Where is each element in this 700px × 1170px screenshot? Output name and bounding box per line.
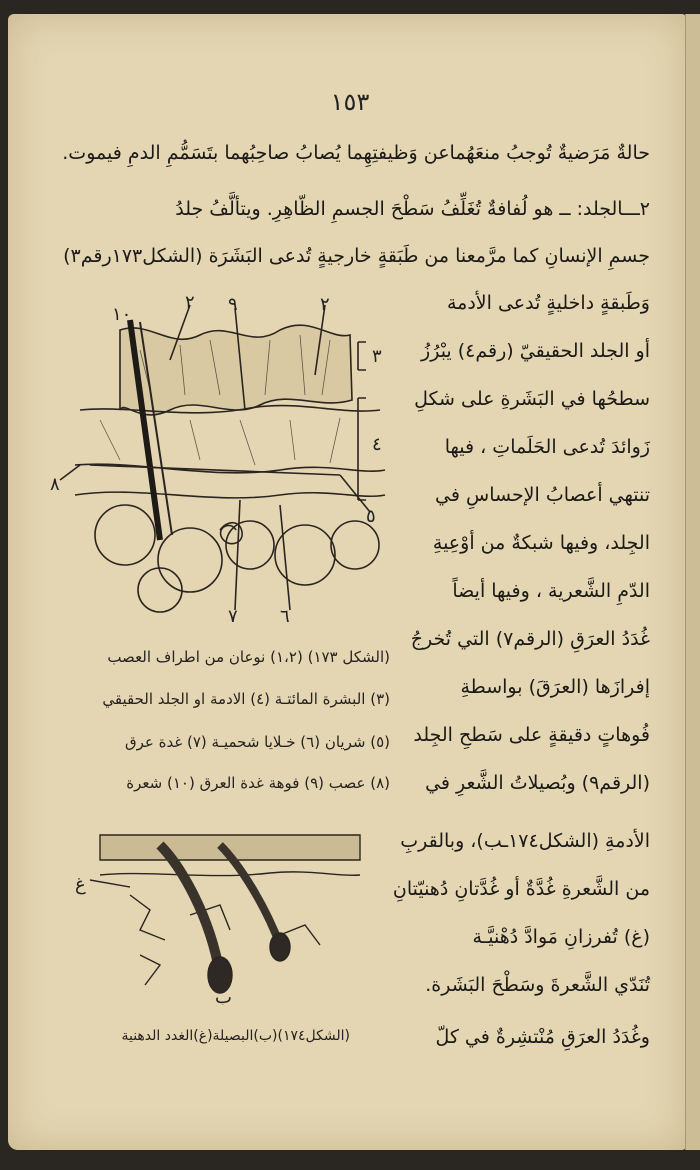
fig173-label: ٨ — [50, 474, 60, 495]
fig173-label: ٢ — [320, 294, 330, 315]
text-line: من الشَّعرةِ غُدَّةٌ أو غُدَّتانِ دُهنيّتانِ — [392, 878, 650, 900]
fig173-label: ١٠ — [112, 304, 132, 325]
text-line: وَطَبقةٍ داخليةٍ تُدعى الأدمة — [446, 292, 650, 314]
text-line: تُنَدّي الشَّعرةَ وسَطْحَ البَشَرة. — [425, 974, 650, 996]
text-line: (الرقم٩) وبُصيلاتُ الشَّعرِ في — [425, 772, 650, 794]
figure-173-skin-diagram — [40, 290, 390, 630]
fig174-label: ب — [215, 987, 232, 1005]
figure-173-caption-line: (٥) شريان (٦) خـلايا شحميـة (٧) غدة عرق — [124, 733, 390, 751]
page-edge — [685, 14, 700, 1150]
section-heading-line: ٢ـــالجلد: ــ هو لُفافةٌ تُغَلِّفُ سَطْحَ الجسمِ الظّاهِرِ. ويتألَّفُ جلدُ — [175, 198, 650, 220]
text-line: سطحُها في البَشَرةِ على شكلِ — [414, 388, 650, 410]
text-line: الجِلد، وفيها شبكةٌ من أوْعِيةِ — [432, 532, 650, 554]
text-line: غُدَدُ العرَقِ (الرقم٧) التي تُخرجُ — [410, 628, 650, 650]
fig173-label: ٩ — [228, 294, 238, 315]
figure-174-hair-follicle-diagram — [70, 825, 370, 1005]
figure-173-caption-line: (الشكل ١٧٣) (١،٢) نوعان من اطراف العصب — [107, 648, 390, 666]
figure-173-caption-line: (٣) البشرة المائتـة (٤) الادمة او الجلد الحقيقي — [102, 690, 390, 708]
text-line: (غ) تُفرزانِ مَوادَّ دُهْنيَّـة — [472, 926, 650, 948]
text-line: جسمِ الإنسانِ كما مرَّمعنا من طَبَقةٍ خارجيةٍ تُدعى البَشَرَة (الشكل١٧٣رقم٣) — [63, 245, 650, 267]
fig173-label: ٦ — [280, 606, 290, 627]
fig173-label: ٥ — [366, 506, 376, 527]
text-line: تنتهي أعصابُ الإحساسِ في — [435, 484, 650, 506]
fig173-label: ٤ — [372, 434, 382, 455]
text-line: وغُدَدُ العرَقِ مُنْتشِرةٌ في كلّ — [435, 1026, 650, 1048]
fig174-label: غ — [75, 874, 86, 895]
text-line: حالةٌ مَرَضيةٌ تُوجبُ منعَهُماعن وَظيفتِهِما يُصابُ صاحِبُهما بتَسَمُّمِ الدمِ فيموت. — [62, 142, 650, 164]
figure-174-caption: (الشكل١٧٤)(ب)البصيلة(غ)الغدد الدهنية — [121, 1028, 350, 1044]
fig173-label: ٧ — [228, 606, 238, 627]
text-line: فُوهاتٍ دقيقةٍ على سَطحِ الجِلد — [413, 724, 650, 746]
text-line: زَوائدَ تُدعى الحَلَماتِ ، فيها — [444, 436, 650, 458]
page-number: ١٥٣ — [330, 88, 370, 116]
figure-173-caption-line: (٨) عصب (٩) فوهة غدة العرق (١٠) شعرة — [126, 774, 390, 792]
text-line: الدّمِ الشَّعرية ، وفيها أيضاً — [452, 580, 650, 602]
fig173-label: ٢ — [185, 292, 195, 313]
text-line: إفرازَها (العرَقَ) بواسطةِ — [460, 676, 650, 698]
text-line: أو الجلد الحقيقيّ (رقم٤) يبْرُزُ — [421, 340, 650, 362]
fig173-label: ٣ — [372, 346, 382, 367]
text-line: الأدمةِ (الشكل١٧٤ـب)، وبالقربِ — [400, 830, 650, 852]
